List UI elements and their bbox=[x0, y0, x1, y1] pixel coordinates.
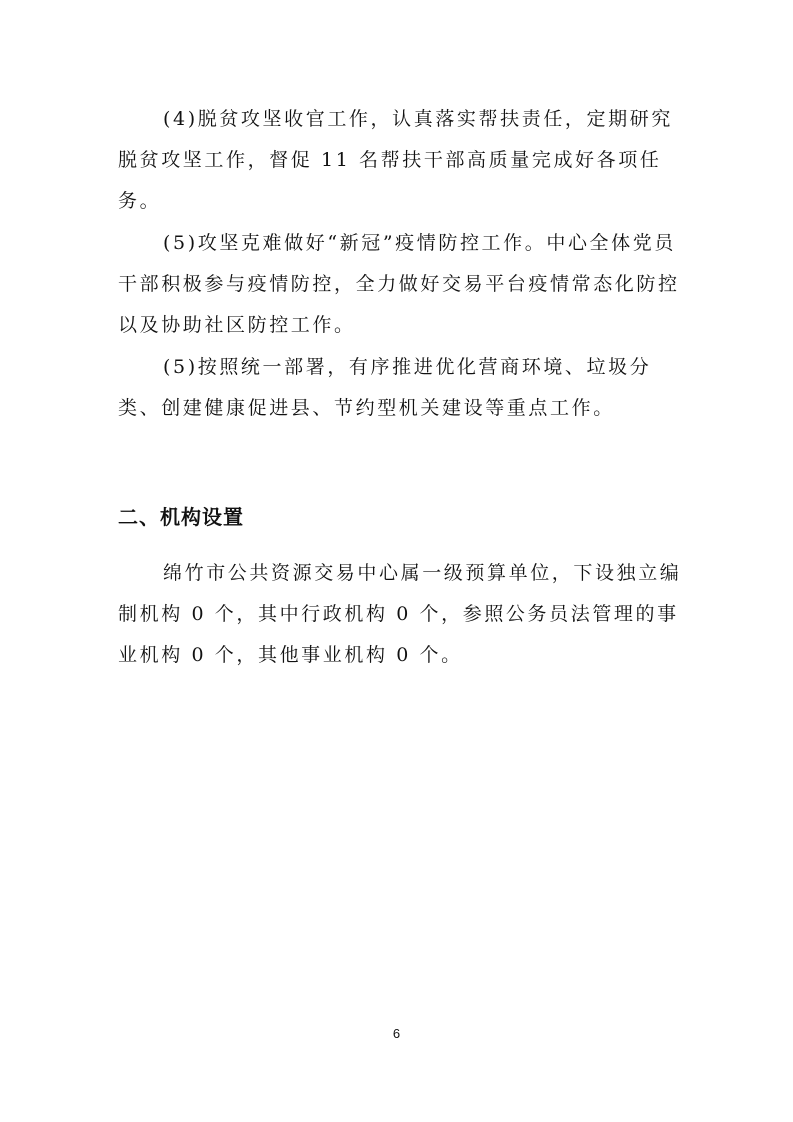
paragraph-organization-setup: 绵竹市公共资源交易中心属一级预算单位，下设独立编制机构 0 个，其中行政机构 0 个，参照公务员法管理的事业机构 0 个，其他事业机构 0 个。 bbox=[118, 562, 682, 666]
paragraph-poverty-alleviation: (4)脱贫攻坚收官工作，认真落实帮扶责任，定期研究脱贫攻坚工作，督促 11 名帮扶干部高质量完成好各项任务。 bbox=[118, 108, 673, 212]
paragraph-key-work: (5)按照统一部署，有序推进优化营商环境、垃圾分类、创建健康促进县、节约型机关建设等重点工作。 bbox=[118, 356, 652, 419]
page-number: 6 bbox=[392, 1026, 401, 1041]
paragraph-epidemic-control: (5)攻坚克难做好“新冠”疫情防控工作。中心全体党员干部积极参与疫情防控，全力做好交易平台疫情常态化防控以及协助社区防控工作。 bbox=[118, 232, 680, 336]
section-heading: 二、机构设置 bbox=[118, 505, 244, 529]
